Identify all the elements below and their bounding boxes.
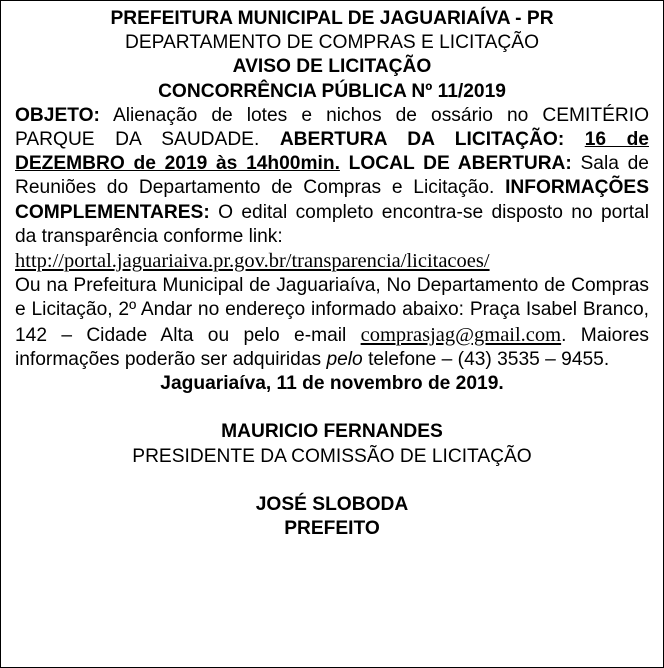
signer-role-1: PRESIDENTE DA COMISSÃO DE LICITAÇÃO — [132, 445, 532, 467]
contact-paragraph — [15, 274, 649, 372]
spacer — [15, 396, 649, 420]
municipality-title: PREFEITURA MUNICIPAL DE JAGUARIAÍVA - PR — [110, 8, 554, 29]
email-link[interactable]: comprasjag@gmail.com — [360, 323, 562, 346]
objeto-text: Alienação de lotes e nichos de ossário no CEMITÉRIO PARQUE DA SAUDADE. — [15, 104, 649, 151]
abertura-date: 16 de DEZEMBRO de 2019 às 14h00min. — [15, 129, 649, 175]
date-line: Jaguariaíva, 11 de novembro de 2019. — [160, 373, 504, 395]
contact-text-2: . Maiores informações poderão ser adquiridas — [15, 324, 650, 370]
contact-text-1: Ou na Prefeitura Municipal de Jaguariaíva, No Departamento de Compras e Licitação, 2º Andar no endereço informado abaixo: Praça Isabel Branco, 142 – Cidade Alta ou pelo e-mail — [15, 275, 649, 346]
info-label: INFORMAÇÕES COMPLEMENTARES: — [15, 177, 649, 223]
signer-name-1: MAURICIO FERNANDES — [221, 421, 443, 443]
link-line — [15, 249, 649, 274]
notice-body — [15, 104, 649, 249]
signer-role-2: PREFEITO — [284, 518, 380, 540]
pelo-word: pelo — [326, 348, 363, 370]
local-text: Sala de Reuniões do Departamento de Compras e Licitação. — [15, 153, 649, 199]
notice-title: AVISO DE LICITAÇÃO — [232, 56, 432, 78]
department-name: DEPARTAMENTO DE COMPRAS E LICITAÇÃO — [124, 32, 540, 54]
signer-name-2: JOSÉ SLOBODA — [255, 494, 409, 516]
transparency-link[interactable]: http://portal.jaguariaiva.pr.gov.br/transparencia/licitacoes/ — [15, 250, 490, 273]
contact-text-3: telefone – (43) 3535 – 9455. — [362, 348, 610, 370]
local-label: LOCAL DE ABERTURA: — [348, 153, 572, 175]
objeto-label: OBJETO: — [15, 104, 100, 126]
abertura-label: ABERTURA DA LICITAÇÃO: — [279, 129, 565, 151]
competition-number: CONCORRÊNCIA PÚBLICA Nº 11/2019 — [158, 80, 506, 102]
spacer — [15, 469, 649, 493]
info-text: O edital completo encontra-se disposto no portal da transparência conforme link: — [15, 201, 649, 247]
